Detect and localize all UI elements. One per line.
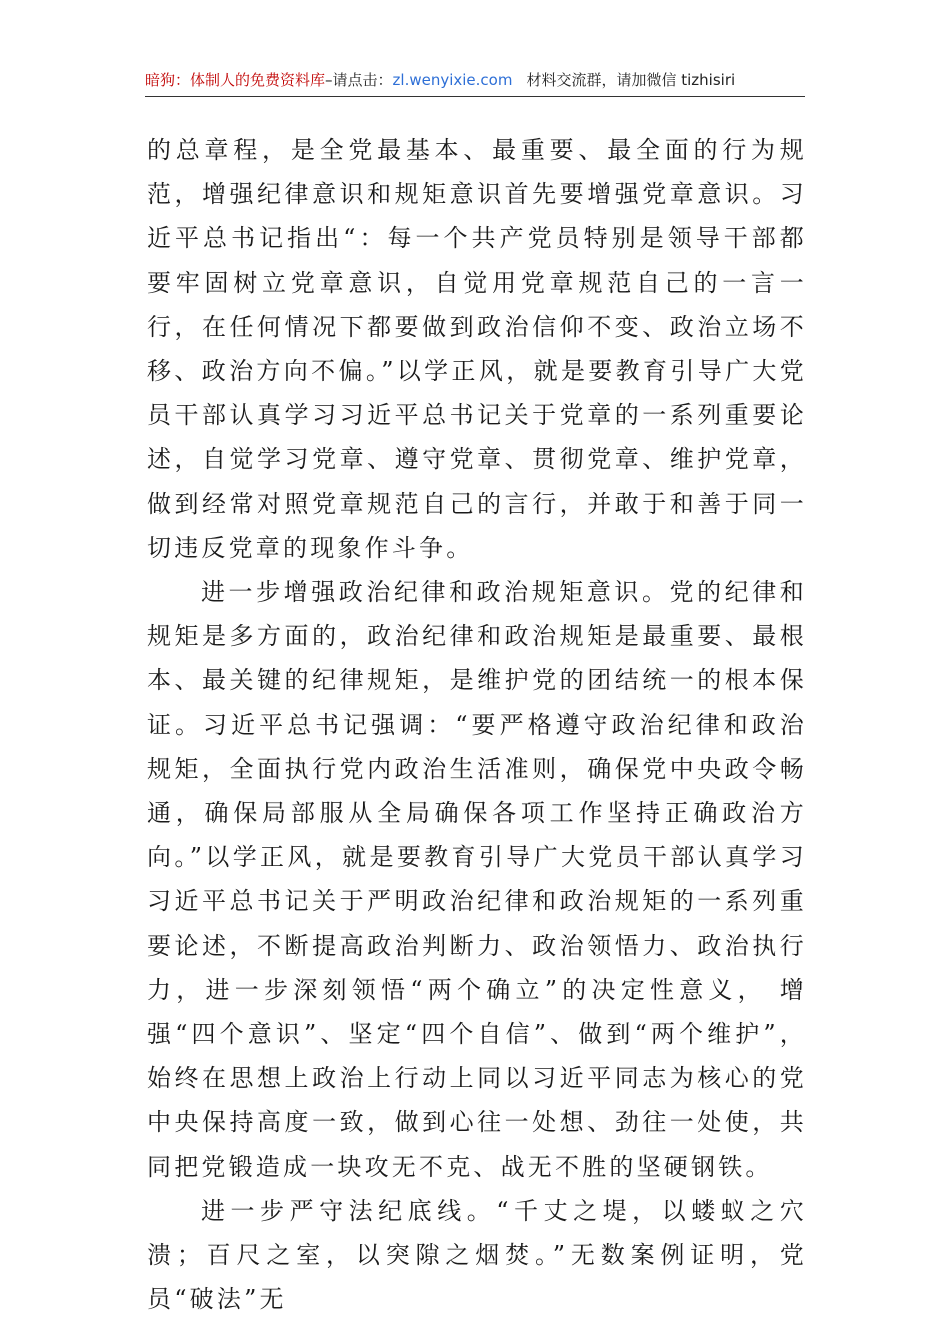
page-header bbox=[145, 66, 805, 97]
paragraph-2: 进一步增强政治纪律和政治规矩意识。党的纪律和规矩是多方面的，政治纪律和政治规矩是最重要、最根本、最关键的纪律规矩，是维护党的团结统一的根本保证。习近平总书记强调：“要严格遵守政治纪律和政治规矩，全面执行党内政治生活准则，确保党中央政令畅通，确保局部服从全局确保各项工作坚持正确政治方向。”以学正风，就是要教育引导广大党员干部认真学习习近平总书记关于严明政治纪律和政治规矩的一系列重要论述，不断提高政治判断力、政治领悟力、政治执行力，进一步深刻领悟“两个确立”的决定性意义， 增强“四个意识”、坚定“四个自信”、做到“两个维护”，始终在思想上政治上行动上同以习近平同志为核心的党中央保持高度一致，做到心往一处想、劲往一处使，共同把党锻造成一块攻无不克、战无不胜的坚硬钢铁。 bbox=[147, 578, 807, 1181]
header-brand: 暗狗：体制人的免费资料库 bbox=[145, 71, 326, 89]
paragraph-3: 进一步严守法纪底线。“千丈之堤，以蝼蚁之穴溃；百尺之室，以突隙之烟焚。”无数案例证明，党员“破法”无 bbox=[147, 1196, 807, 1314]
header-click-prefix: –请点击： bbox=[325, 71, 393, 89]
header-wechat-note: 材料交流群，请加微信 tizhisiri bbox=[526, 71, 736, 89]
header-url-link[interactable]: zl.wenyixie.com bbox=[392, 71, 513, 89]
document-body bbox=[147, 128, 807, 1321]
paragraph-1: 的总章程，是全党最基本、最重要、最全面的行为规范，增强纪律意识和规矩意识首先要增强党章意识。习近平总书记指出“：每一个共产党员特别是领导干部都要牢固树立党章意识，自觉用党章规范自己的一言一行，在任何情况下都要做到政治信仰不变、政治立场不移、政治方向不偏。”以学正风，就是要教育引导广大党员干部认真学习习近平总书记关于党章的一系列重要论述，自觉学习党章、遵守党章、贯彻党章、维护党章，做到经常对照党章规范自己的言行，并敢于和善于同一切违反党章的现象作斗争。 bbox=[147, 136, 807, 562]
